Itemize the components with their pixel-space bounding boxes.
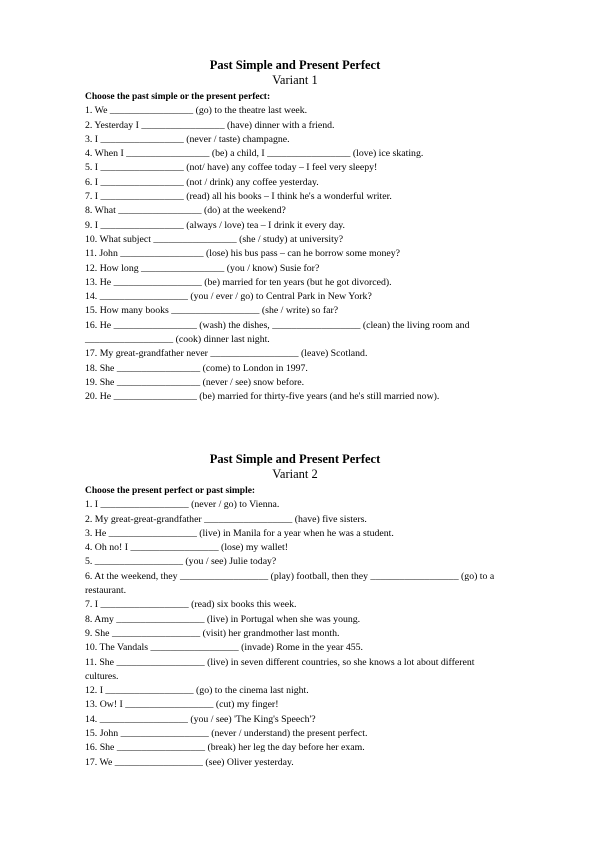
exercise-list [85,104,505,404]
exercise-item: 12. How long _________________ (you / know) Susie for? [85,262,320,274]
section-title: Past Simple and Present Perfect [209,58,381,72]
exercise-item: 15. John __________________ (never / understand) the present perfect. [85,728,368,740]
exercise-item: 18. She _________________ (come) to London in 1997. [85,362,308,374]
exercise-item: 5. I _________________ (not/ have) any coffee today – I feel very sleepy! [85,162,378,174]
variant-2-section [85,452,505,770]
exercise-item: 14. __________________ (you / see) 'The King's Speech'? [85,713,316,725]
exercise-item: 3. He __________________ (live) in Manila for a year when he was a student. [85,527,394,539]
instruction: Choose the present perfect or past simple: [85,486,256,496]
exercise-item: 15. How many books __________________ (she / write) so far? [85,305,339,317]
exercise-item: 4. Oh no! I __________________ (lose) my wallet! [85,542,288,554]
exercise-item: 13. He __________________ (be) married for ten years (but he got divorced). [85,276,392,288]
exercise-item: 9. I _________________ (always / love) tea – I drink it every day. [85,219,346,231]
exercise-item: 6. I _________________ (not / drink) any coffee yesterday. [85,176,319,188]
exercise-item: 2. My great-great-grandfather __________________ (have) five sisters. [85,513,367,525]
exercise-item: 10. What subject _________________ (she / study) at university? [85,233,344,245]
exercise-item: 2. Yesterday I _________________ (have) dinner with a friend. [85,119,335,131]
exercise-list [85,498,505,770]
exercise-item: 1. We _________________ (go) to the theatre last week. [85,105,308,117]
exercise-item: 4. When I _________________ (be) a child, I _________________ (love) ice skating. [85,148,424,160]
exercise-item: 9. She __________________ (visit) her grandmother last month. [85,627,340,639]
exercise-item: 17. My great-grandfather never __________________ (leave) Scotland. [85,348,368,360]
exercise-item: 17. We __________________ (see) Oliver yesterday. [85,756,294,768]
exercise-item: 14. __________________ (you / ever / go) to Central Park in New York? [85,291,372,303]
variant-label: Variant 1 [272,73,318,87]
exercise-item: 5. __________________ (you / see) Julie today? [85,556,277,568]
exercise-item: 20. He _________________ (be) married for thirty-five years (and he's still married now). [85,391,440,403]
exercise-item: 3. I _________________ (never / taste) champagne. [85,133,290,145]
exercise-item: 7. I _________________ (read) all his books – I think he's a wonderful writer. [85,191,392,203]
variant-1-section [85,58,505,405]
exercise-item: 16. She __________________ (break) her leg the day before her exam. [85,742,365,754]
exercise-item: 10. The Vandals __________________ (invade) Rome in the year 455. [85,642,363,654]
instruction: Choose the past simple or the present perfect: [85,92,271,102]
variant-label: Variant 2 [272,467,318,481]
exercise-item: 12. I __________________ (go) to the cinema last night. [85,685,309,697]
exercise-item: 7. I __________________ (read) six books this week. [85,599,297,611]
exercise-item: 11. She __________________ (live) in seven different countries, so she knows a lot about different cultures. [85,656,475,682]
section-title: Past Simple and Present Perfect [209,452,381,466]
exercise-item: 19. She _________________ (never / see) snow before. [85,376,305,388]
exercise-item: 1. I __________________ (never / go) to Vienna. [85,499,280,511]
exercise-item: 11. John _________________ (lose) his bus pass – can he borrow some money? [85,248,401,260]
exercise-item: 8. What _________________ (do) at the weekend? [85,205,286,217]
exercise-item: 13. Ow! I __________________ (cut) my finger! [85,699,279,711]
exercise-item: 16. He _________________ (wash) the dishes, __________________ (clean) the living room and __________________ (cook) dinner last night. [85,319,470,346]
exercise-item: 8. Amy __________________ (live) in Portugal when she was young. [85,613,361,625]
exercise-item: 6. At the weekend, they __________________ (play) football, then they __________________ (go) to a restaurant. [85,570,495,597]
